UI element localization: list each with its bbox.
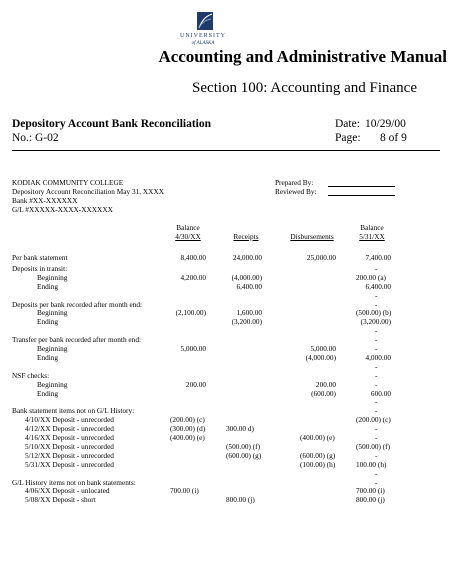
row-label: Bank statement items not on G/L History: bbox=[12, 406, 135, 416]
cell-b2: 800.00 (j) bbox=[356, 495, 385, 505]
cell-b1: (300.00) (d) bbox=[170, 424, 206, 434]
cell-b2: - bbox=[375, 450, 378, 460]
cell-b2: (500.00) (b) bbox=[356, 308, 392, 318]
page-value: 8 of 9 bbox=[380, 132, 407, 144]
cell-b2: 600.00 bbox=[370, 388, 391, 398]
cell-r: 800.00 (j) bbox=[226, 495, 255, 505]
cell-d: (4,000.00) bbox=[305, 352, 336, 362]
row-label: Per bank statement bbox=[12, 253, 68, 262]
row-label: 5/12/XX Deposit - unrecorded bbox=[25, 450, 114, 460]
cell-r: 24,000.00 bbox=[232, 253, 262, 262]
cell-d: 200.00 bbox=[315, 379, 336, 389]
row-label: 5/08/XX Deposit - short bbox=[25, 495, 96, 505]
date-value: 10/29/00 bbox=[365, 118, 406, 130]
col-receipts: Receipts bbox=[233, 232, 259, 241]
cell-r: 6,400.00 bbox=[236, 281, 262, 291]
signature-block bbox=[275, 178, 317, 196]
cell-d: (400.00) (e) bbox=[300, 433, 335, 442]
row-label: 5/31/XX Deposit - unrecorded bbox=[25, 459, 114, 469]
cell-b2: - bbox=[375, 263, 378, 273]
cell-d: (100.00) (h) bbox=[300, 459, 336, 469]
cell-b2: 700.00 (i) bbox=[356, 486, 385, 496]
cell-d: (600.00) (g) bbox=[300, 450, 336, 460]
cell-r: (4,000.00) bbox=[231, 272, 262, 282]
section-title: Section 100: Accounting and Finance bbox=[192, 80, 417, 96]
cell-b2: 100.00 (h) bbox=[356, 459, 387, 469]
cell-b2: - bbox=[375, 468, 378, 478]
reconciliation-info bbox=[12, 178, 164, 214]
cell-b2: - bbox=[375, 361, 378, 371]
row-label: Beginning bbox=[37, 272, 68, 282]
document-title: Depository Account Bank Reconciliation bbox=[12, 118, 212, 130]
prepared-by-line bbox=[328, 186, 395, 187]
cell-b2: (200.00) (c) bbox=[356, 415, 391, 425]
cell-b1: 4,200.00 bbox=[180, 272, 206, 282]
cell-b2: 4,000.00 bbox=[365, 352, 391, 362]
reviewed-by-label: Reviewed By: bbox=[275, 187, 317, 196]
row-label: 4/10/XX Deposit - unrecorded bbox=[25, 415, 114, 425]
cell-d: (600.00) bbox=[311, 388, 336, 398]
col-disbursements: Disbursements bbox=[290, 232, 334, 241]
cell-b1: 700.00 (i) bbox=[170, 486, 199, 496]
cell-b2: - bbox=[375, 406, 378, 416]
row-label: Deposits per bank recorded after month end: bbox=[12, 299, 143, 309]
row-label: 5/10/XX Deposit - unrecorded bbox=[25, 441, 114, 451]
row-label: Beginning bbox=[37, 344, 68, 353]
row-label: Ending bbox=[37, 352, 59, 362]
row-label: NSF checks: bbox=[12, 370, 50, 380]
cell-b2: - bbox=[375, 477, 378, 487]
cell-b2: - bbox=[375, 424, 378, 434]
row-label: 4/16/XX Deposit - unrecorded bbox=[25, 433, 114, 442]
cell-d: 5,000.00 bbox=[310, 344, 336, 353]
page-label: Page: bbox=[335, 132, 361, 144]
cell-d: 25,000.00 bbox=[306, 253, 336, 262]
cell-b1: 200.00 bbox=[185, 379, 206, 389]
cell-b2: - bbox=[375, 433, 378, 442]
cell-b1: 8,400.00 bbox=[180, 253, 206, 262]
row-label: Ending bbox=[37, 317, 59, 327]
row-label: Beginning bbox=[37, 379, 68, 389]
cell-b2: 6,400.00 bbox=[365, 281, 391, 291]
cell-b1: (2,100.00) bbox=[175, 308, 206, 318]
cell-b2: (500.00) (f) bbox=[356, 441, 391, 451]
row-label: Ending bbox=[37, 388, 59, 398]
cell-b1: (400.00) (e) bbox=[170, 433, 205, 442]
cell-r: (500.00) (f) bbox=[226, 441, 261, 451]
info-line: G/L #XXXXX-XXXX-XXXXXX bbox=[12, 205, 113, 214]
row-label: 4/06/XX Deposit - unlocated bbox=[25, 486, 110, 496]
info-line: Depository Account Reconciliation May 31, XXXX bbox=[12, 187, 164, 196]
cell-b2: - bbox=[375, 326, 378, 336]
col-balance-end: Balance 5/31/XX bbox=[359, 223, 385, 241]
cell-r: (3,200.00) bbox=[231, 317, 262, 327]
row-label: Ending bbox=[37, 281, 59, 291]
cell-b1: (200.00) (c) bbox=[170, 415, 205, 425]
row-label: G/L History items not on bank statements: bbox=[12, 477, 136, 487]
row-label: Beginning bbox=[37, 308, 68, 318]
cell-b1: 5,000.00 bbox=[180, 344, 206, 353]
reviewed-by-line bbox=[328, 195, 395, 196]
cell-r: (600.00) (g) bbox=[226, 450, 262, 460]
cell-r: 300.00 d) bbox=[226, 424, 254, 434]
col-balance-begin: Balance 4/30/XX bbox=[175, 223, 201, 241]
cell-r: 1,600.00 bbox=[236, 308, 262, 318]
manual-title: Accounting and Administrative Manual bbox=[158, 47, 447, 66]
cell-b2: - bbox=[375, 379, 378, 389]
cell-b2: - bbox=[375, 370, 378, 380]
cell-b2: - bbox=[375, 335, 378, 345]
date-label: Date: bbox=[335, 118, 360, 130]
logo-text: UNIVERSITY of ALASKA bbox=[180, 33, 226, 46]
document-number: No.: G-02 bbox=[12, 132, 59, 144]
cell-b2: (3,200.00) bbox=[360, 317, 391, 327]
cell-b2: 200.00 (a) bbox=[356, 272, 386, 282]
row-label: 4/12/XX Deposit - unrecorded bbox=[25, 424, 114, 434]
row-label: Transfer per bank recorded after month end: bbox=[12, 335, 141, 345]
info-line: KODIAK COMMUNITY COLLEGE bbox=[12, 178, 124, 187]
cell-b2: 7,400.00 bbox=[365, 253, 391, 262]
info-line: Bank #XX-XXXXXX bbox=[12, 196, 78, 205]
prepared-by-label: Prepared By: bbox=[275, 178, 314, 187]
cell-b2: - bbox=[375, 344, 378, 353]
cell-b2: - bbox=[375, 397, 378, 407]
header-divider bbox=[12, 150, 440, 151]
cell-b2: - bbox=[375, 299, 378, 309]
row-label: Deposits in transit: bbox=[12, 263, 68, 273]
cell-b2: - bbox=[375, 290, 378, 300]
